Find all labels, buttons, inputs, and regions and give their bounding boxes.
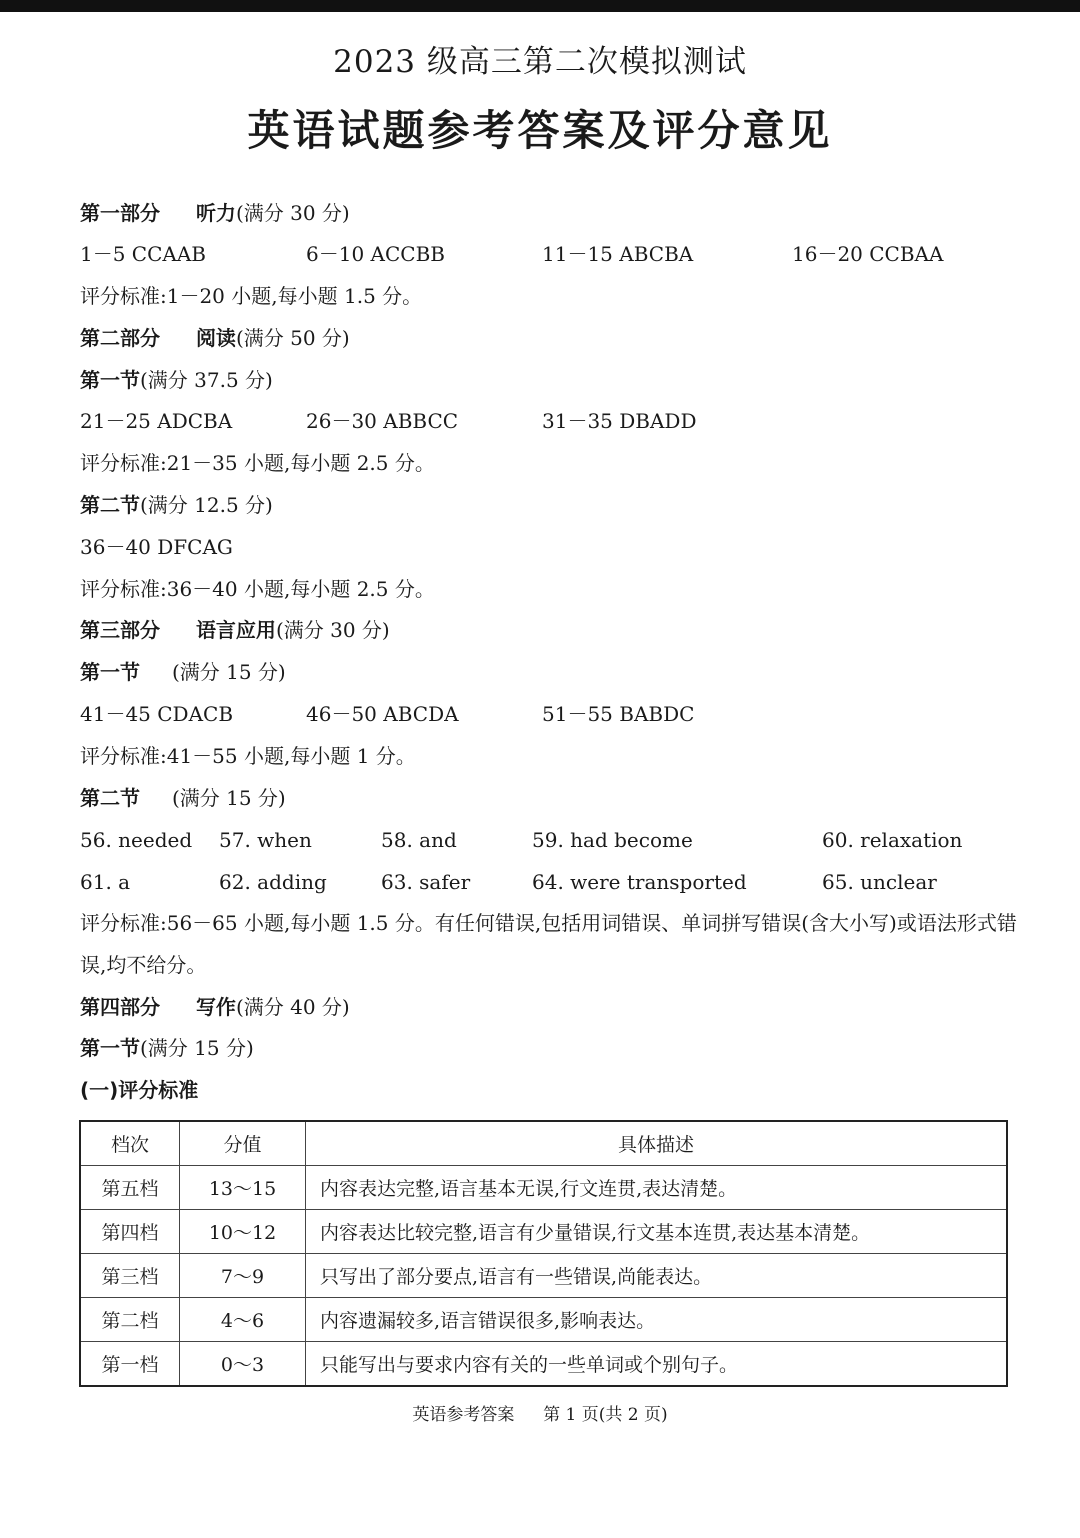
part1-standard: 评分标准:1－20 小题,每小题 1.5 分。 — [80, 284, 423, 308]
part2-heading — [80, 323, 350, 353]
part2-name: 阅读 — [195, 326, 236, 350]
rubric-level: 第一档 — [80, 1342, 180, 1387]
fill-answer: 65. unclear — [822, 870, 937, 894]
rubric-table — [79, 1120, 1008, 1387]
top-border — [0, 0, 1080, 12]
rubric-level: 第三档 — [80, 1254, 180, 1298]
answer-group: 6－10 ACCBB — [306, 242, 445, 266]
table-header-row — [80, 1121, 1007, 1166]
document-title: 英语试题参考答案及评分意见 — [247, 106, 833, 155]
part2-sec2-score: (满分 12.5 分) — [140, 493, 273, 517]
rubric-level: 第二档 — [80, 1298, 180, 1342]
part3-sec1-title: 第一节 — [80, 660, 140, 684]
part2-sec2-heading — [80, 490, 273, 520]
part2-score: (满分 50 分) — [235, 326, 350, 350]
table-row — [80, 1210, 1007, 1254]
part2-sec2-standard: 评分标准:36－40 小题,每小题 2.5 分。 — [80, 577, 435, 601]
rubric-score: 10～12 — [180, 1210, 306, 1254]
rubric-desc: 只能写出与要求内容有关的一些单词或个别句子。 — [306, 1342, 1008, 1387]
part4-score: (满分 40 分) — [235, 995, 350, 1019]
column-header: 具体描述 — [306, 1121, 1008, 1166]
rubric-score: 4～6 — [180, 1298, 306, 1342]
part2-label: 第二部分 — [80, 326, 160, 350]
rubric-desc: 内容表达完整,语言基本无误,行文连贯,表达清楚。 — [306, 1166, 1008, 1210]
part3-sec2-heading — [80, 783, 286, 813]
exam-title: 2023 级高三第二次模拟测试 — [333, 44, 747, 80]
part3-sec2-score: (满分 15 分) — [171, 786, 286, 810]
part3-sec2-row2 — [80, 867, 1020, 897]
part4-heading — [80, 992, 350, 1022]
part2-sec1-score: (满分 37.5 分) — [140, 368, 273, 392]
column-header: 档次 — [80, 1121, 180, 1166]
part3-heading — [80, 615, 390, 645]
part3-label: 第三部分 — [80, 618, 160, 642]
answer-group: 1－5 CCAAB — [80, 242, 206, 266]
part1-answers — [80, 239, 1020, 269]
part4-sec1-subheading: (一)评分标准 — [80, 1078, 199, 1102]
part2-sec1-heading — [80, 365, 273, 395]
part3-sec2-standard: 评分标准:56－65 小题,每小题 1.5 分。有任何错误,包括用词错误、单词拼写错误(含大小写)或语法形式错误,均不给分。 — [80, 911, 1017, 977]
table-row — [80, 1298, 1007, 1342]
rubric-desc: 只写出了部分要点,语言有一些错误,尚能表达。 — [306, 1254, 1008, 1298]
fill-answer: 56. needed — [80, 828, 193, 852]
answer-group: 21－25 ADCBA — [80, 409, 233, 433]
fill-answer: 64. were transported — [532, 870, 747, 894]
rubric-desc: 内容遗漏较多,语言错误很多,影响表达。 — [306, 1298, 1008, 1342]
rubric-score: 0～3 — [180, 1342, 306, 1387]
answer-group: 16－20 CCBAA — [792, 242, 944, 266]
page-footer — [0, 1400, 1080, 1425]
part1-name: 听力 — [195, 201, 236, 225]
column-header: 分值 — [180, 1121, 306, 1166]
part3-score: (满分 30 分) — [275, 618, 390, 642]
fill-answer: 62. adding — [219, 870, 327, 894]
part3-sec1-answers — [80, 699, 1020, 729]
part1-score: (满分 30 分) — [235, 201, 350, 225]
part1-heading — [80, 198, 350, 228]
part4-label: 第四部分 — [80, 995, 160, 1019]
answer-group: 31－35 DBADD — [542, 409, 697, 433]
part2-sec1-title: 第一节 — [80, 368, 140, 392]
part4-sec1-heading — [80, 1033, 254, 1063]
part2-sec2-answers: 36－40 DFCAG — [80, 535, 233, 559]
fill-answer: 59. had become — [532, 828, 693, 852]
table-row — [80, 1342, 1007, 1387]
part3-name: 语言应用 — [195, 618, 276, 642]
rubric-score: 13～15 — [180, 1166, 306, 1210]
rubric-level: 第五档 — [80, 1166, 180, 1210]
part2-sec1-standard: 评分标准:21－35 小题,每小题 2.5 分。 — [80, 451, 435, 475]
answer-group: 51－55 BABDC — [542, 702, 695, 726]
table-row — [80, 1166, 1007, 1210]
fill-answer: 57. when — [219, 828, 312, 852]
answer-group: 11－15 ABCBA — [542, 242, 694, 266]
part4-sec1-title: 第一节 — [80, 1036, 140, 1060]
part1-label: 第一部分 — [80, 201, 160, 225]
page-number: 第 1 页(共 2 页) — [543, 1405, 668, 1425]
answer-group: 46－50 ABCDA — [306, 702, 459, 726]
footer-label: 英语参考答案 — [412, 1405, 515, 1425]
table-row — [80, 1254, 1007, 1298]
rubric-score: 7～9 — [180, 1254, 306, 1298]
part3-sec1-standard: 评分标准:41－55 小题,每小题 1 分。 — [80, 744, 416, 768]
part2-sec1-answers — [80, 406, 1020, 436]
answer-group: 41－45 CDACB — [80, 702, 234, 726]
part4-name: 写作 — [195, 995, 236, 1019]
part3-sec2-row1 — [80, 825, 1020, 855]
fill-answer: 60. relaxation — [822, 828, 963, 852]
fill-answer: 63. safer — [381, 870, 471, 894]
rubric-level: 第四档 — [80, 1210, 180, 1254]
fill-answer: 61. a — [80, 870, 131, 894]
part4-sec1-score: (满分 15 分) — [140, 1036, 254, 1060]
answer-group: 26－30 ABBCC — [306, 409, 459, 433]
part3-sec2-title: 第二节 — [80, 786, 140, 810]
part3-sec1-heading — [80, 657, 286, 687]
rubric-desc: 内容表达比较完整,语言有少量错误,行文基本连贯,表达基本清楚。 — [306, 1210, 1008, 1254]
fill-answer: 58. and — [381, 828, 457, 852]
part2-sec2-title: 第二节 — [80, 493, 140, 517]
part3-sec1-score: (满分 15 分) — [171, 660, 286, 684]
